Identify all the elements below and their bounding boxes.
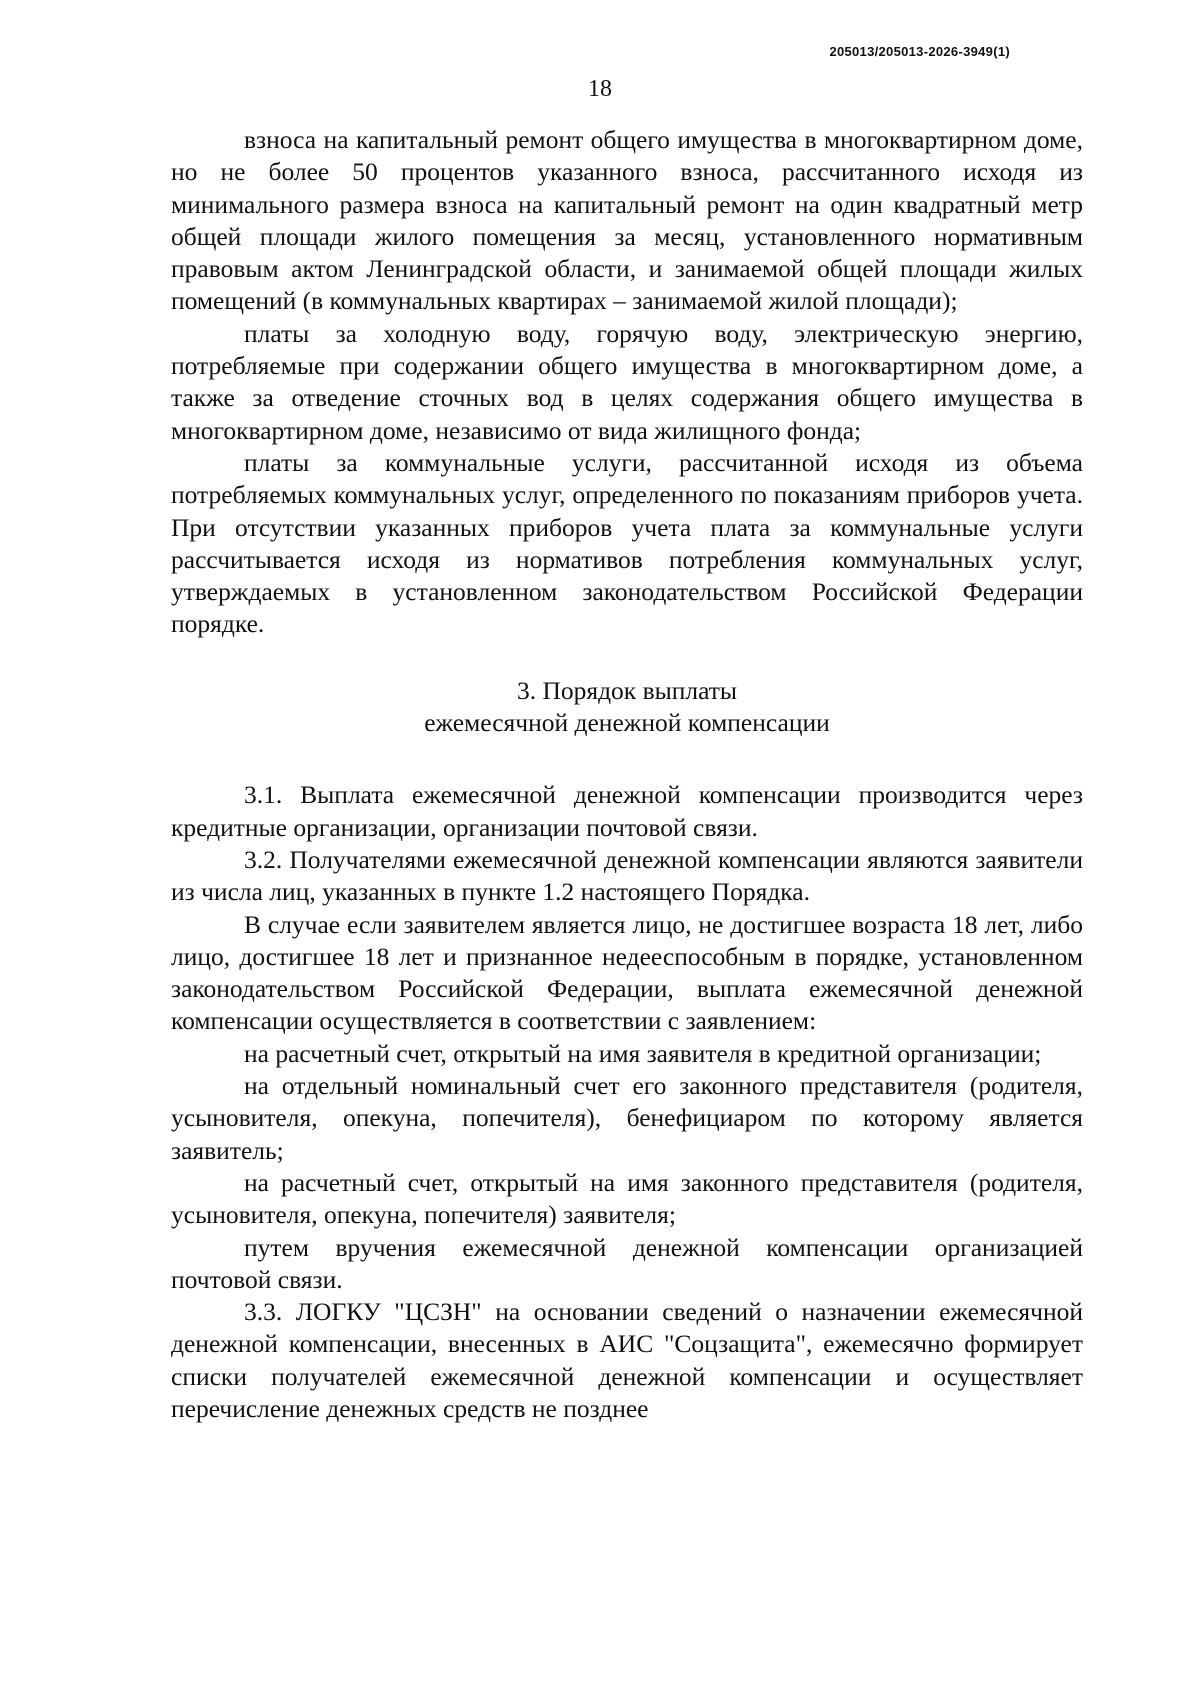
section-title-line: 3. Порядок выплаты [516,675,738,705]
document-body [171,124,1083,1425]
paragraph: 3.2. Получателями ежемесячной денежной компенсации являются заявители из числа лиц, указанных в пункте 1.2 настоящего Порядка. [171,844,1083,907]
paragraph: на расчетный счет, открытый на имя законного представителя (родителя, усыновителя, опекуна, попечителя) заявителя; [171,1167,1083,1230]
section-title-line: ежемесячной денежной компенсации [424,708,830,738]
page-number: 18 [588,76,612,102]
paragraph: 3.1. Выплата ежемесячной денежной компенсации производится через кредитные организации, организации почтовой связи. [171,780,1083,842]
paragraph: на отдельный номинальный счет его законного представителя (родителя, усыновителя, опекуна, попечителя), бенефициаром по которому является заявитель; [171,1071,1083,1165]
document-id: 205013/205013-2026-3949(1) [829,44,1010,59]
paragraph: платы за коммунальные услуги, рассчитанной исходя из объема потребляемых коммунальных услуг, определенного по показаниям приборов учета. При отсутствии указанных приборов учета плата за коммунальные услуги рассчитывается исходя из нормативов потребления коммунальных услуг, утверждаемых в установленном законодательством Российской Федерации порядке. [171,447,1083,639]
paragraph: путем вручения ежемесячной денежной компенсации организацией почтовой связи. [171,1232,1083,1294]
section-heading [171,675,1083,740]
paragraph: В случае если заявителем является лицо, не достигшее возраста 18 лет, либо лицо, достигшее 18 лет и признанное недееспособным в порядке, установленном законодательством Российской Федерации, выплата ежемесячной денежной компенсации осуществляется в соответствии с заявлением: [171,909,1083,1036]
paragraph: 3.3. ЛОГКУ "ЦСЗН" на основании сведений о назначении ежемесячной денежной компенсации, внесенных в АИС "Соцзащита", ежемесячно формирует списки получателей ежемесячной денежной компенсации и осуществляет перечисление денежных средств не позднее [171,1297,1083,1423]
paragraph: взноса на капитальный ремонт общего имущества в многоквартирном доме, но не более 50 процентов указанного взноса, рассчитанного исходя из минимального размера взноса на капитальный ремонт на один квадратный метр общей площади жилого помещения за месяц, установленного нормативным правовым актом Ленинградской области, и занимаемой общей площади жилых помещений (в коммунальных квартирах – занимаемой жилой площади); [171,125,1083,316]
paragraph: платы за холодную воду, горячую воду, электрическую энергию, потребляемые при содержании общего имущества в многоквартирном доме, а также за отведение сточных вод в целях содержания общего имущества в многоквартирном доме, независимо от вида жилищного фонда; [171,318,1083,445]
paragraph: на расчетный счет, открытый на имя заявителя в кредитной организации; [244,1038,1042,1068]
